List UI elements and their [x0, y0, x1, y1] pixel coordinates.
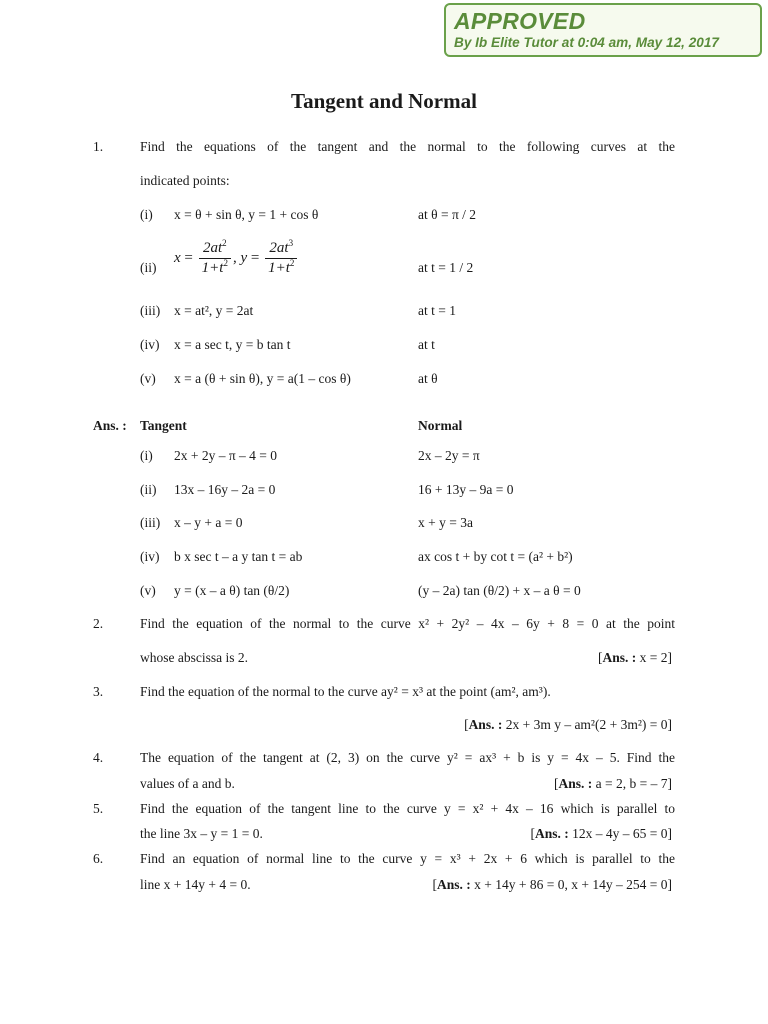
- tangent-heading: Tangent: [140, 418, 187, 433]
- fraction-x: [199, 240, 231, 277]
- q4-answer: [554, 775, 672, 792]
- q3-answer: [464, 716, 672, 733]
- answer-label: Ans. :: [602, 650, 637, 665]
- fraction-num: 2at: [269, 240, 289, 256]
- q2-line1: Find the equation of the normal to the curve x² + 2y² – 4x – 6y + 8 = 0 at the point: [140, 616, 675, 631]
- fraction-den-exp: 2: [223, 258, 228, 268]
- answer-label: Ans. :: [93, 418, 127, 433]
- bracket: [: [530, 826, 535, 841]
- bracket: [: [432, 877, 438, 892]
- normal-heading: Normal: [418, 418, 463, 433]
- answer-normal: (y – 2a) tan (θ/2) + x – a θ = 0: [418, 583, 581, 598]
- q1-part-curve: x = θ + sin θ, y = 1 + cos θ: [174, 207, 319, 222]
- answer-normal: ax cos t + by cot t = (a² + b²): [418, 549, 573, 564]
- q1-part-label: (ii): [140, 260, 157, 275]
- answer-row-label: (ii): [140, 482, 157, 497]
- q2-answer: [598, 649, 672, 666]
- q1-part-curve: x = at², y = 2at: [174, 303, 254, 318]
- answer-label: Ans. :: [558, 776, 593, 791]
- q1-part-label: (iv): [140, 337, 160, 352]
- math-x: x: [174, 249, 181, 266]
- answer-normal: 2x – 2y = π: [418, 448, 480, 463]
- math-eq: =: [184, 249, 193, 266]
- answer-row-label: (v): [140, 583, 156, 598]
- math-eq: =: [250, 249, 260, 266]
- q1-part-at: at t = 1: [418, 303, 456, 318]
- fraction-den: 1+t: [201, 260, 224, 276]
- q5-number: 5.: [93, 801, 104, 816]
- q1-part-curve-fraction: [174, 240, 299, 277]
- answer-text: x + 14y + 86 = 0, x + 14y – 254 = 0]: [470, 877, 672, 892]
- answer-tangent: 13x – 16y – 2a = 0: [174, 482, 276, 497]
- q4-number: 4.: [93, 750, 104, 765]
- q1-part-label: (iii): [140, 303, 161, 318]
- fraction-num-exp: 2: [222, 238, 227, 248]
- q5-line2: the line 3x – y = 1 = 0.: [140, 826, 263, 841]
- answer-tangent: y = (x – a θ) tan (θ/2): [174, 583, 290, 598]
- q1-part-at: at t: [418, 337, 435, 352]
- q1-part-curve: x = a (θ + sin θ), y = a(1 – cos θ): [174, 371, 351, 386]
- q6-line2: line x + 14y + 4 = 0.: [140, 877, 251, 892]
- answer-tangent: 2x + 2y – π – 4 = 0: [174, 448, 278, 463]
- answer-row-label: (i): [140, 448, 153, 463]
- answer-text: 12x – 4y – 65 = 0]: [568, 826, 672, 841]
- q1-part-label: (i): [140, 207, 153, 222]
- fraction-num: 2at: [202, 240, 223, 256]
- q3-number: 3.: [93, 684, 104, 699]
- q1-part-label: (v): [140, 371, 156, 386]
- q5-line1: Find the equation of the tangent line to the curve y = x² + 4x – 16 which is parallel to: [140, 801, 675, 816]
- q1-part-curve: x = a sec t, y = b tan t: [174, 337, 291, 352]
- math-comma: ,: [232, 249, 237, 266]
- answer-tangent: x – y + a = 0: [174, 515, 243, 530]
- answer-label: Ans. :: [437, 877, 471, 892]
- q1-part-at: at θ = π / 2: [418, 207, 477, 222]
- stamp-title: APPROVED: [454, 8, 586, 34]
- fraction-den-exp: 2: [289, 258, 295, 268]
- bracket: [: [598, 650, 603, 665]
- q5-answer: [531, 825, 673, 842]
- answer-text: a = 2, b = – 7]: [592, 776, 672, 791]
- fraction-den: 1+t: [268, 260, 290, 276]
- q6-line1: Find an equation of normal line to the curve y = x³ + 2x + 6 which is parallel to the: [140, 851, 675, 866]
- answer-row-label: (iii): [140, 515, 161, 530]
- q1-number: 1.: [93, 139, 104, 154]
- approved-stamp: [444, 3, 762, 57]
- q1-part-at: at θ: [418, 371, 438, 386]
- answer-row-label: (iv): [140, 549, 160, 564]
- fraction-y: [265, 240, 297, 277]
- q4-line1: The equation of the tangent at (2, 3) on the curve y² = ax³ + b is y = 4x – 5. Find the: [140, 750, 675, 765]
- answer-label: Ans. :: [535, 826, 569, 841]
- page-title: Tangent and Normal: [291, 89, 477, 113]
- q6-number: 6.: [93, 851, 104, 866]
- math-y: y: [240, 249, 248, 266]
- q3-line1: Find the equation of the normal to the curve ay² = x³ at the point (am², am³).: [140, 684, 551, 699]
- q1-part-at: at t = 1 / 2: [418, 260, 474, 275]
- answer-text: x = 2]: [636, 650, 672, 665]
- answer-normal: 16 + 13y – 9a = 0: [418, 482, 514, 497]
- answer-label: Ans. :: [468, 717, 503, 732]
- stamp-subtitle: By Ib Elite Tutor at 0:04 am, May 12, 2017: [454, 35, 719, 50]
- q1-line2: indicated points:: [140, 173, 230, 188]
- answer-tangent: b x sec t – a y tan t = ab: [174, 549, 303, 564]
- q2-line2: whose abscissa is 2.: [140, 650, 248, 665]
- answer-text: 2x + 3m y – am²(2 + 3m²) = 0]: [502, 717, 672, 732]
- bracket: [: [464, 717, 469, 732]
- answer-normal: x + y = 3a: [418, 515, 473, 530]
- q6-answer: [433, 876, 672, 893]
- fraction-num-exp: 3: [288, 238, 294, 248]
- bracket: [: [554, 776, 559, 791]
- q1-line1: Find the equations of the tangent and the normal to the following curves at the: [140, 139, 675, 154]
- q4-line2: values of a and b.: [140, 776, 235, 791]
- q2-number: 2.: [93, 616, 104, 631]
